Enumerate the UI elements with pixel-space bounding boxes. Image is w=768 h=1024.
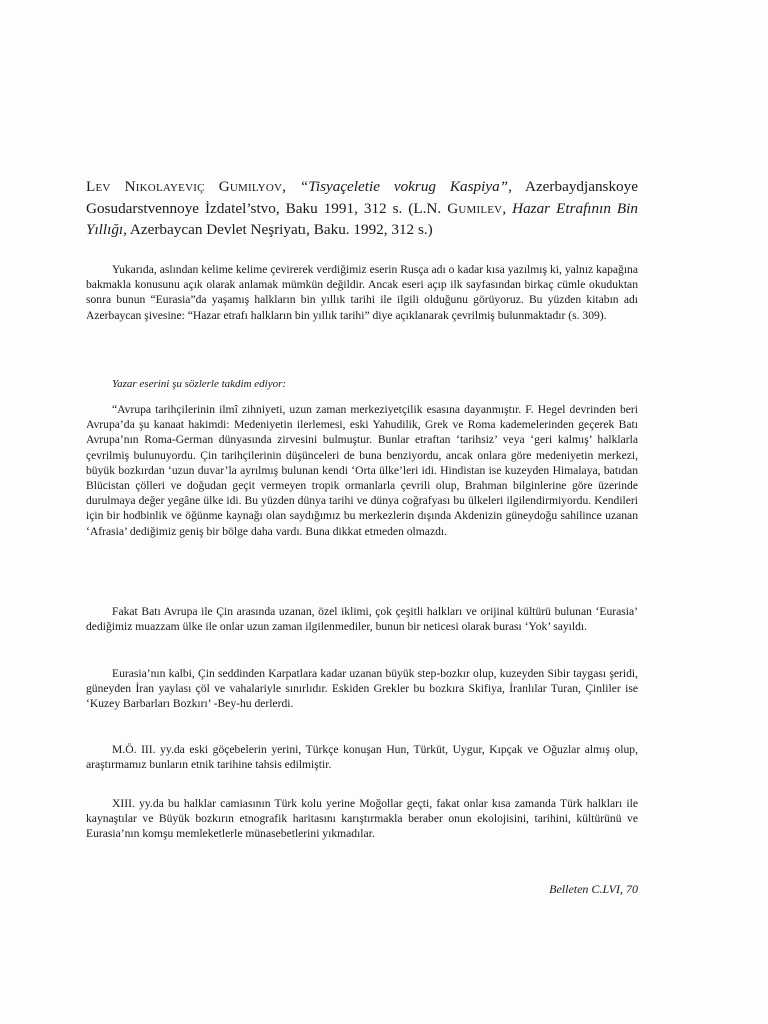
translated-publication-info: , Azerbaycan Devlet Neşriyatı, Baku. 1992, 312 s.) bbox=[123, 221, 433, 238]
original-title: “Tisyaçeletie vokrug Kaspiya” bbox=[299, 178, 509, 195]
translated-title: Hazar Etrafının Bin Yıllığı bbox=[86, 199, 638, 238]
quote-caption: Yazar eserini şu sözlerle takdim ediyor: bbox=[112, 378, 287, 390]
author-name: Lev Nikolayeviç Gumilyov bbox=[86, 178, 283, 195]
book-citation-heading: Lev Nikolayeviç Gumilyov, “Tisyaçeletie vokrug Kaspiya”, Azerbaydjanskoye Gosudarstvennoye İzdatel’stvo, Baku 1991, 312 s. (L.N. Gumilev, Hazar Etrafının Bin Yıllığı, Azerbaycan Devlet Neşriyatı, Baku. 1992, 312 s.) bbox=[86, 178, 638, 238]
paragraph-mongols: XIII. yy.da bu halklar camiasının Türk kolu yerine Moğollar geçti, fakat onlar kısa zamanda Türk halkları ile kaynaştılar ve Büyük bozkırın etnografik haritasını karıştırmakla beraber onun ekolojisini, tarihini, kültürünü ve Eurasia’nın komşu memleketlerle münasebetlerini yıkmadılar. bbox=[86, 797, 638, 841]
paragraph-steppe: Eurasia’nın kalbi, Çin seddinden Karpatlara kadar uzanan büyük step-bozkır olup, kuzeyden Sibir taygası şeridi, güneyden İran yaylası çöl ve vahalariyle sınırlıdır. Eskiden Grekler bu bozkıra Skifiya, İranlılar Turan, Çinliler ise ‘Kuzey Barbarları Bozkırı’ -Bey-hu derlerdi. bbox=[86, 667, 638, 711]
author-name-alt: Gumilev bbox=[447, 199, 503, 217]
document-page bbox=[86, 0, 638, 1024]
paragraph-eurasia: Fakat Batı Avrupa ile Çin arasında uzanan, özel iklimi, çok çeşitli halkları ve orijinal kültürü bulunan ‘Eurasia’ dediğimiz muazzam ülke ile onlar uzun zaman ilgilenmediler, bunun bir neticesi olarak burası ‘Yok’ sayıldı. bbox=[86, 605, 638, 634]
paragraph-intro: Yukarıda, aslından kelime kelime çevirerek verdiğimiz eserin Rusça adı o kadar kısa yazılmış ki, yalnız kapağına bakmakla konusunu açık olarak anlamak mümkün değildir. Ancak eseri açıp ilk sayfasından birkaç cümle okuduktan sonra bunun “Eurasia”da yaşamış halkların bin yıllık tarihi ile ilgili olduğunu görüyoruz. Bu yüzden kitabın adı Azerbaycan şivesine: “Hazar etrafı halkların bin yıllık tarihi” diye açıklanarak çevrilmiş bulunmaktadır (s. 309). bbox=[86, 263, 638, 322]
paragraph-nomads: M.Ö. III. yy.da eski göçebelerin yerini, Türkçe konuşan Hun, Türküt, Uygur, Kıpçak ve Oğuzlar almış olup, araştırmamız bunların etnik tarihine tahsis edilmiştir. bbox=[86, 743, 638, 772]
publication-info: , Azerbaydjanskoye Gosudarstvennoye İzdatel’stvo, Baku 1991, 312 s. (L.N. bbox=[86, 178, 638, 217]
journal-footer: Belleten C.LVI, 70 bbox=[549, 882, 638, 896]
paragraph-quote: “Avrupa tarihçilerinin ilmî zihniyeti, uzun zaman merkeziyetçilik esasına dayanmıştır. F. Hegel devrinden beri Avrupa’da şu kanaat hakimdi: Medeniyetin ilerlemesi, eski Yahudilik, Grek ve Roma kademelerinden geçerek Batı Avrupa’nın Roma-German dünyasında zirvesini bulmuştur. Bunlar etraftan ‘tarihsiz’ veya ‘geri kalmış’ halklarla çevrilmiş bulunuyordu. Çin tarihçilerinin düşünceleri de buna benziyordu, ancak onlara göre medeniyetin merkezi, büyük bozkırdan ‘uzun duvar’la ayrılmış bulunan kendi ‘Orta ülke’leri idi. Hindistan ise kuzeyden Himalaya, batıdan Blücistan çölleri ve doğudan geçit vermeyen tropik ormanlarla çevrili olup, Brahman bilginlerine göre üzerinde durulmaya değer yegâne ülke idi. Bu yüzden dünya tarihi ve dünya coğrafyası bu ülkeleri ilgilendirmiyordu. Kendileri için bir hodbinlik ve öğünme kaynağı olan saydığımız bu merkezlerin dışında Akdenizin güneydoğu sahilince uzanan ‘Afrasia’ dediğimiz geniş bir bölge daha vardı. Buna dikkat etmeden olmazdı. bbox=[86, 403, 638, 538]
